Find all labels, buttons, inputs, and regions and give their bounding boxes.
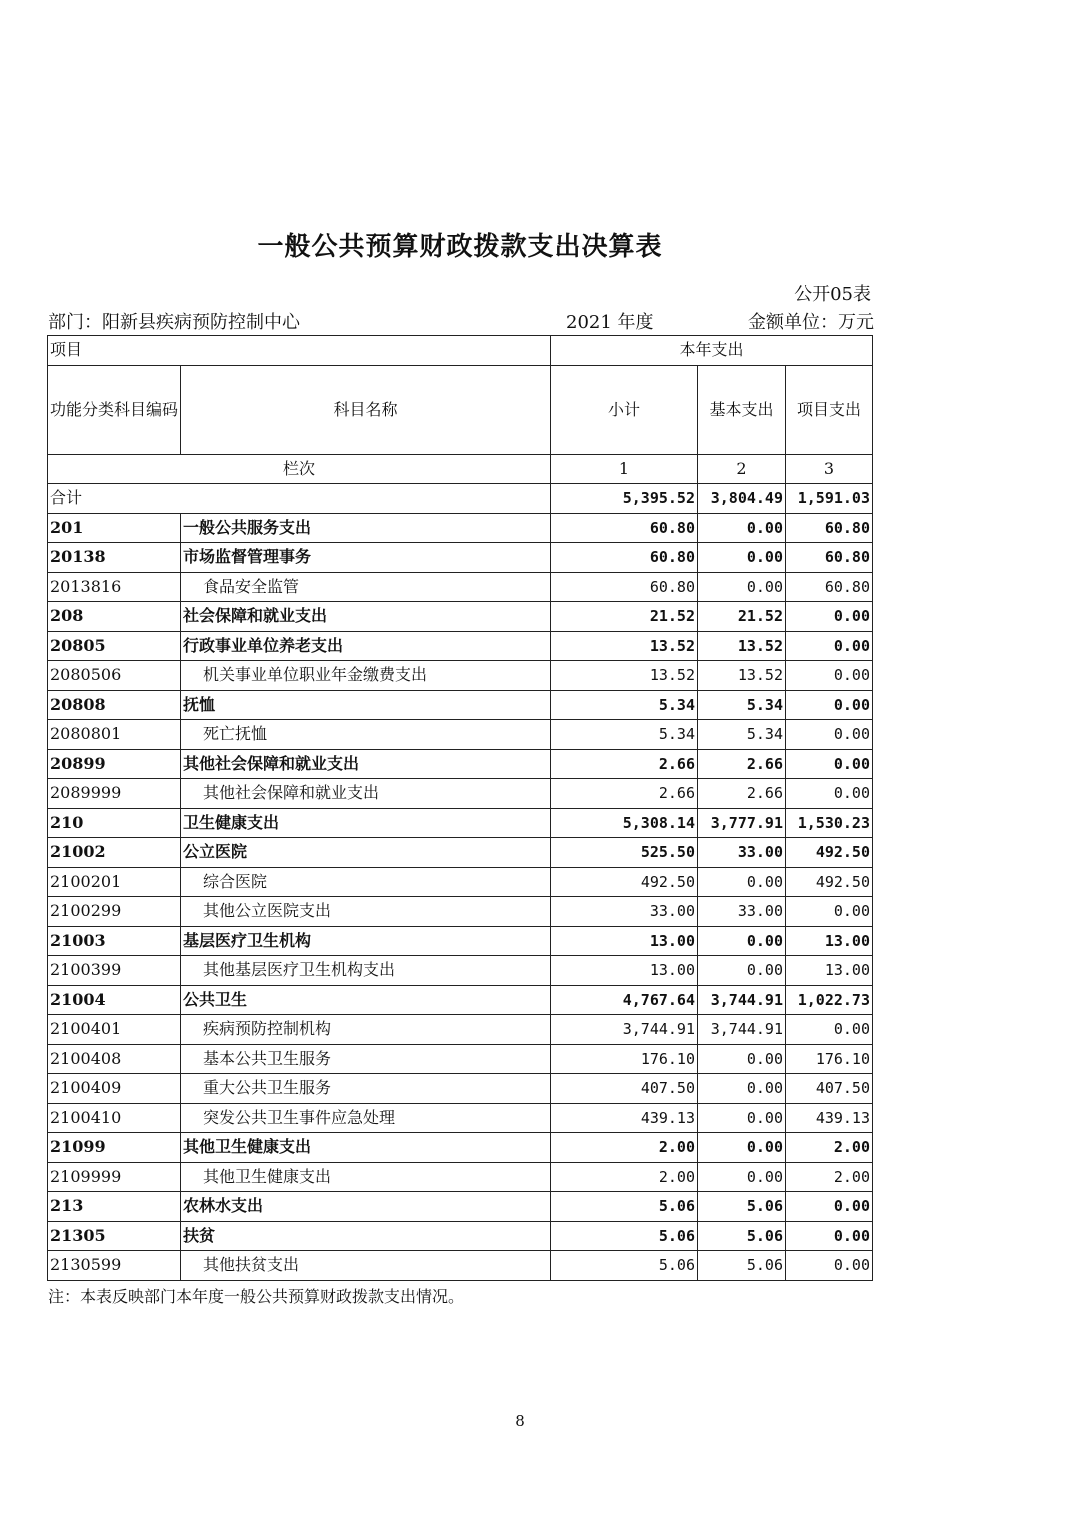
- row-basic: 2.66: [698, 779, 786, 809]
- row-basic: 0.00: [698, 513, 786, 543]
- row-name: 抚恤: [181, 690, 551, 720]
- row-code: 2100401: [48, 1015, 181, 1045]
- row-name: 市场监督管理事务: [181, 543, 551, 573]
- row-subtotal: 13.52: [551, 631, 698, 661]
- header-col3: 3: [786, 454, 873, 484]
- row-subtotal: 13.00: [551, 926, 698, 956]
- table-row: [48, 808, 873, 838]
- row-name: 食品安全监管: [181, 572, 551, 602]
- table-row: [48, 985, 873, 1015]
- row-project: 492.50: [786, 867, 873, 897]
- row-project: 0.00: [786, 897, 873, 927]
- table-row: [48, 1133, 873, 1163]
- row-code: 2100299: [48, 897, 181, 927]
- table-row: [48, 779, 873, 809]
- header-column-no: 栏次: [48, 454, 551, 484]
- table-row: [48, 1044, 873, 1074]
- row-name: 其他基层医疗卫生机构支出: [181, 956, 551, 986]
- row-subtotal: 3,744.91: [551, 1015, 698, 1045]
- row-subtotal: 4,767.64: [551, 985, 698, 1015]
- row-basic: 0.00: [698, 1103, 786, 1133]
- row-basic: 0.00: [698, 1044, 786, 1074]
- row-basic: 5.06: [698, 1251, 786, 1281]
- table-row: [48, 956, 873, 986]
- row-project: 0.00: [786, 720, 873, 750]
- page-title: 一般公共预算财政拨款支出决算表: [257, 232, 663, 262]
- row-name: 重大公共卫生服务: [181, 1074, 551, 1104]
- header-project: 项目支出: [786, 365, 873, 454]
- row-subtotal: 60.80: [551, 572, 698, 602]
- row-subtotal: 492.50: [551, 867, 698, 897]
- meta-line: [48, 308, 874, 334]
- row-code: 2100408: [48, 1044, 181, 1074]
- row-name: 突发公共卫生事件应急处理: [181, 1103, 551, 1133]
- table-row: [48, 631, 873, 661]
- table-row: [48, 513, 873, 543]
- row-subtotal: 2.00: [551, 1133, 698, 1163]
- row-project: 492.50: [786, 838, 873, 868]
- row-project: 439.13: [786, 1103, 873, 1133]
- row-project: 0.00: [786, 602, 873, 632]
- row-project: 0.00: [786, 1192, 873, 1222]
- row-code: 2109999: [48, 1162, 181, 1192]
- row-basic: 33.00: [698, 838, 786, 868]
- row-basic: 5.06: [698, 1192, 786, 1222]
- row-basic: 0.00: [698, 956, 786, 986]
- row-code: 21099: [48, 1133, 181, 1163]
- row-code: 2080801: [48, 720, 181, 750]
- row-subtotal: 33.00: [551, 897, 698, 927]
- row-project: 2.00: [786, 1133, 873, 1163]
- table-row: [48, 1221, 873, 1251]
- row-basic: 21.52: [698, 602, 786, 632]
- row-project: 0.00: [786, 631, 873, 661]
- row-project: 1,530.23: [786, 808, 873, 838]
- row-subtotal: 439.13: [551, 1103, 698, 1133]
- total-basic: 3,804.49: [698, 484, 786, 514]
- row-name: 死亡抚恤: [181, 720, 551, 750]
- row-name: 农林水支出: [181, 1192, 551, 1222]
- row-subtotal: 5.06: [551, 1251, 698, 1281]
- row-basic: 0.00: [698, 867, 786, 897]
- row-subtotal: 5.34: [551, 720, 698, 750]
- row-code: 21003: [48, 926, 181, 956]
- row-name: 综合医院: [181, 867, 551, 897]
- row-project: 13.00: [786, 926, 873, 956]
- row-name: 卫生健康支出: [181, 808, 551, 838]
- row-subtotal: 176.10: [551, 1044, 698, 1074]
- total-subtotal: 5,395.52: [551, 484, 698, 514]
- table-row: [48, 1192, 873, 1222]
- row-subtotal: 60.80: [551, 543, 698, 573]
- row-name: 社会保障和就业支出: [181, 602, 551, 632]
- row-code: 2130599: [48, 1251, 181, 1281]
- row-basic: 0.00: [698, 543, 786, 573]
- row-name: 疾病预防控制机构: [181, 1015, 551, 1045]
- row-code: 21004: [48, 985, 181, 1015]
- row-basic: 0.00: [698, 926, 786, 956]
- total-row: [48, 484, 873, 514]
- total-label: 合计: [48, 484, 551, 514]
- row-project: 0.00: [786, 1221, 873, 1251]
- header-current-year: 本年支出: [551, 336, 873, 366]
- row-name: 其他社会保障和就业支出: [181, 779, 551, 809]
- row-subtotal: 5.06: [551, 1221, 698, 1251]
- row-basic: 13.52: [698, 661, 786, 691]
- total-project: 1,591.03: [786, 484, 873, 514]
- row-code: 20899: [48, 749, 181, 779]
- header-item: 项目: [48, 336, 551, 366]
- row-project: 0.00: [786, 690, 873, 720]
- table-row: [48, 838, 873, 868]
- row-basic: 0.00: [698, 1074, 786, 1104]
- row-name: 基层医疗卫生机构: [181, 926, 551, 956]
- row-code: 21002: [48, 838, 181, 868]
- unit-label: 金额单位：万元: [748, 312, 874, 333]
- row-subtotal: 21.52: [551, 602, 698, 632]
- row-name: 其他扶贫支出: [181, 1251, 551, 1281]
- row-basic: 2.66: [698, 749, 786, 779]
- table-row: [48, 749, 873, 779]
- row-code: 2100410: [48, 1103, 181, 1133]
- table-row: [48, 897, 873, 927]
- row-name: 其他卫生健康支出: [181, 1162, 551, 1192]
- row-subtotal: 525.50: [551, 838, 698, 868]
- row-project: 0.00: [786, 749, 873, 779]
- footnote: 注：本表反映部门本年度一般公共预算财政拨款支出情况。: [48, 1287, 465, 1306]
- row-basic: 0.00: [698, 572, 786, 602]
- form-number: 公开05表: [794, 284, 871, 305]
- year-label: 2021 年度: [566, 312, 654, 333]
- row-name: 一般公共服务支出: [181, 513, 551, 543]
- row-code: 2100399: [48, 956, 181, 986]
- row-code: 201: [48, 513, 181, 543]
- table-row: [48, 661, 873, 691]
- expenditure-table: [47, 335, 873, 1281]
- page-number: 8: [515, 1412, 525, 1430]
- header-name: 科目名称: [181, 365, 551, 454]
- row-subtotal: 13.52: [551, 661, 698, 691]
- department-label: 部门：阳新县疾病预防控制中心: [48, 312, 300, 333]
- row-name: 其他卫生健康支出: [181, 1133, 551, 1163]
- table-row: [48, 602, 873, 632]
- row-basic: 33.00: [698, 897, 786, 927]
- table-row: [48, 572, 873, 602]
- row-code: 21305: [48, 1221, 181, 1251]
- row-project: 13.00: [786, 956, 873, 986]
- row-code: 210: [48, 808, 181, 838]
- table-row: [48, 720, 873, 750]
- row-subtotal: 2.00: [551, 1162, 698, 1192]
- row-project: 176.10: [786, 1044, 873, 1074]
- row-name: 行政事业单位养老支出: [181, 631, 551, 661]
- row-code: 20805: [48, 631, 181, 661]
- row-subtotal: 5.06: [551, 1192, 698, 1222]
- row-project: 407.50: [786, 1074, 873, 1104]
- row-code: 208: [48, 602, 181, 632]
- row-code: 213: [48, 1192, 181, 1222]
- row-code: 20138: [48, 543, 181, 573]
- table-row: [48, 1074, 873, 1104]
- row-name: 扶贫: [181, 1221, 551, 1251]
- row-code: 2100409: [48, 1074, 181, 1104]
- table-row: [48, 543, 873, 573]
- row-project: 0.00: [786, 779, 873, 809]
- row-code: 20808: [48, 690, 181, 720]
- row-subtotal: 13.00: [551, 956, 698, 986]
- row-code: 2080506: [48, 661, 181, 691]
- table-row: [48, 1103, 873, 1133]
- row-project: 60.80: [786, 572, 873, 602]
- header-subtotal: 小计: [551, 365, 698, 454]
- row-basic: 3,744.91: [698, 1015, 786, 1045]
- row-subtotal: 2.66: [551, 779, 698, 809]
- row-basic: 3,744.91: [698, 985, 786, 1015]
- row-name: 公共卫生: [181, 985, 551, 1015]
- table-row: [48, 1015, 873, 1045]
- row-basic: 3,777.91: [698, 808, 786, 838]
- table-row: [48, 1162, 873, 1192]
- table-row: [48, 690, 873, 720]
- row-subtotal: 2.66: [551, 749, 698, 779]
- row-code: 2089999: [48, 779, 181, 809]
- row-subtotal: 60.80: [551, 513, 698, 543]
- row-name: 其他社会保障和就业支出: [181, 749, 551, 779]
- row-project: 0.00: [786, 1015, 873, 1045]
- row-basic: 13.52: [698, 631, 786, 661]
- row-subtotal: 407.50: [551, 1074, 698, 1104]
- row-basic: 5.06: [698, 1221, 786, 1251]
- header-code: 功能分类科目编码: [48, 365, 181, 454]
- row-subtotal: 5,308.14: [551, 808, 698, 838]
- table-row: [48, 926, 873, 956]
- row-project: 0.00: [786, 661, 873, 691]
- row-project: 60.80: [786, 513, 873, 543]
- table-row: [48, 1251, 873, 1281]
- row-name: 基本公共卫生服务: [181, 1044, 551, 1074]
- row-project: 2.00: [786, 1162, 873, 1192]
- row-name: 公立医院: [181, 838, 551, 868]
- row-project: 60.80: [786, 543, 873, 573]
- row-basic: 0.00: [698, 1162, 786, 1192]
- header-col1: 1: [551, 454, 698, 484]
- row-project: 0.00: [786, 1251, 873, 1281]
- row-name: 机关事业单位职业年金缴费支出: [181, 661, 551, 691]
- header-col2: 2: [698, 454, 786, 484]
- row-project: 1,022.73: [786, 985, 873, 1015]
- row-basic: 5.34: [698, 720, 786, 750]
- row-basic: 0.00: [698, 1133, 786, 1163]
- header-basic: 基本支出: [698, 365, 786, 454]
- row-code: 2013816: [48, 572, 181, 602]
- table-row: [48, 867, 873, 897]
- row-name: 其他公立医院支出: [181, 897, 551, 927]
- row-basic: 5.34: [698, 690, 786, 720]
- row-subtotal: 5.34: [551, 690, 698, 720]
- row-code: 2100201: [48, 867, 181, 897]
